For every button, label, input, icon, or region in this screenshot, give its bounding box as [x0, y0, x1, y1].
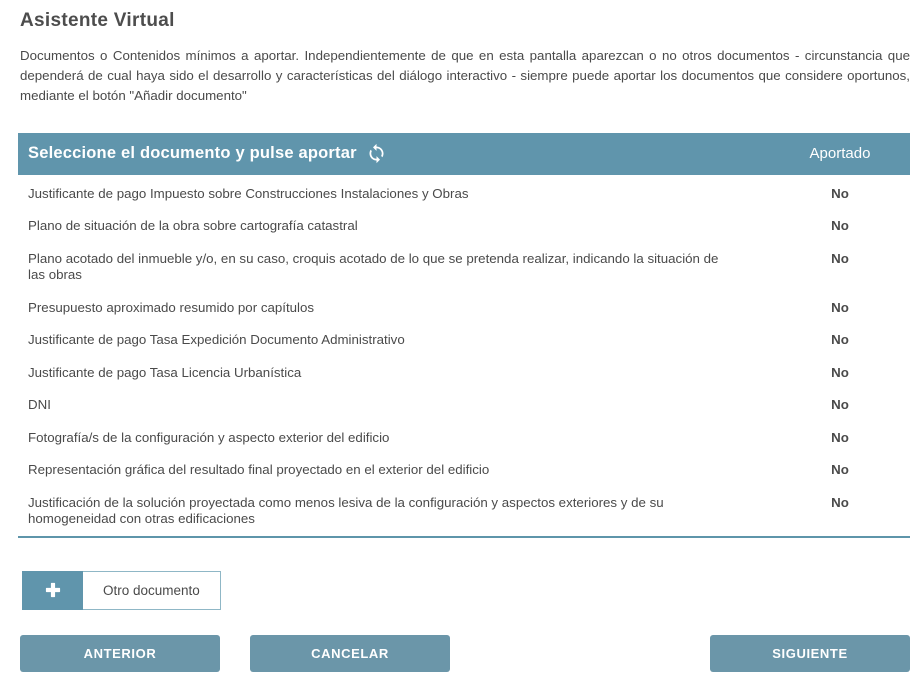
plus-block	[22, 571, 83, 610]
document-name: Justificante de pago Tasa Expedición Documento Administrativo	[28, 332, 405, 348]
page-description: Documentos o Contenidos mínimos a aportar. Independientemente de que en esta pantalla aparezcan o no otros documentos - circunstancia que dependerá de cual haya sido el desarrollo y características del diálogo interactivo - siempre puede aportar los documentos que considere oportunos, mediante el botón "Añadir documento"	[20, 48, 910, 103]
table-row[interactable]	[18, 178, 910, 211]
aportado-value: No	[831, 462, 849, 478]
document-name: Fotografía/s de la configuración y aspecto exterior del edificio	[28, 429, 390, 445]
table-row[interactable]	[18, 324, 910, 357]
document-name: Justificante de pago Tasa Licencia Urbanística	[28, 364, 302, 380]
table-row[interactable]	[18, 243, 910, 292]
aportado-value: No	[831, 250, 849, 266]
add-other-document-button[interactable]	[22, 571, 221, 610]
document-name: Plano acotado del inmueble y/o, en su caso, croquis acotado de lo que se pretenda realizar, indicando la situación de las obras	[28, 250, 719, 283]
refresh-icon[interactable]	[366, 143, 387, 164]
aportado-value: No	[831, 332, 849, 348]
document-table-header	[18, 133, 910, 175]
add-document-label: Otro documento	[103, 582, 200, 598]
document-name: Justificación de la solución proyectada como menos lesiva de la configuración y aspectos exteriores y de su homogeneidad con otras edificaciones	[28, 494, 664, 527]
table-row[interactable]	[18, 389, 910, 422]
aportado-value: No	[831, 299, 849, 315]
aportado-value: No	[831, 185, 849, 201]
document-name: DNI	[28, 397, 51, 413]
document-name: Representación gráfica del resultado final proyectado en el exterior del edificio	[28, 462, 490, 478]
aportado-value: No	[831, 494, 849, 510]
table-row[interactable]	[18, 292, 910, 325]
table-header-label: Seleccione el documento y pulse aportar	[28, 144, 357, 163]
document-name: Presupuesto aproximado resumido por capítulos	[28, 299, 315, 315]
aportado-value: No	[831, 364, 849, 380]
document-name: Plano de situación de la obra sobre cartografía catastral	[28, 218, 358, 234]
plus-icon	[43, 580, 63, 600]
table-row[interactable]	[18, 454, 910, 487]
table-row[interactable]	[18, 487, 910, 536]
table-row[interactable]	[18, 422, 910, 455]
table-header-left	[28, 143, 387, 164]
table-row[interactable]	[18, 210, 910, 243]
table-row[interactable]	[18, 357, 910, 390]
aportado-value: No	[831, 397, 849, 413]
document-table	[18, 133, 910, 538]
aportado-value: No	[831, 218, 849, 234]
document-name: Justificante de pago Impuesto sobre Construcciones Instalaciones y Obras	[28, 185, 469, 201]
aportado-column-header: Aportado	[809, 145, 871, 163]
footer-button-bar	[0, 635, 923, 672]
page-title: Asistente Virtual	[20, 10, 175, 31]
document-table-body	[18, 175, 910, 536]
siguiente-button[interactable]: SIGUIENTE	[710, 635, 910, 672]
anterior-button[interactable]: ANTERIOR	[20, 635, 220, 672]
cancelar-button[interactable]: CANCELAR	[250, 635, 450, 672]
aportado-value: No	[831, 429, 849, 445]
